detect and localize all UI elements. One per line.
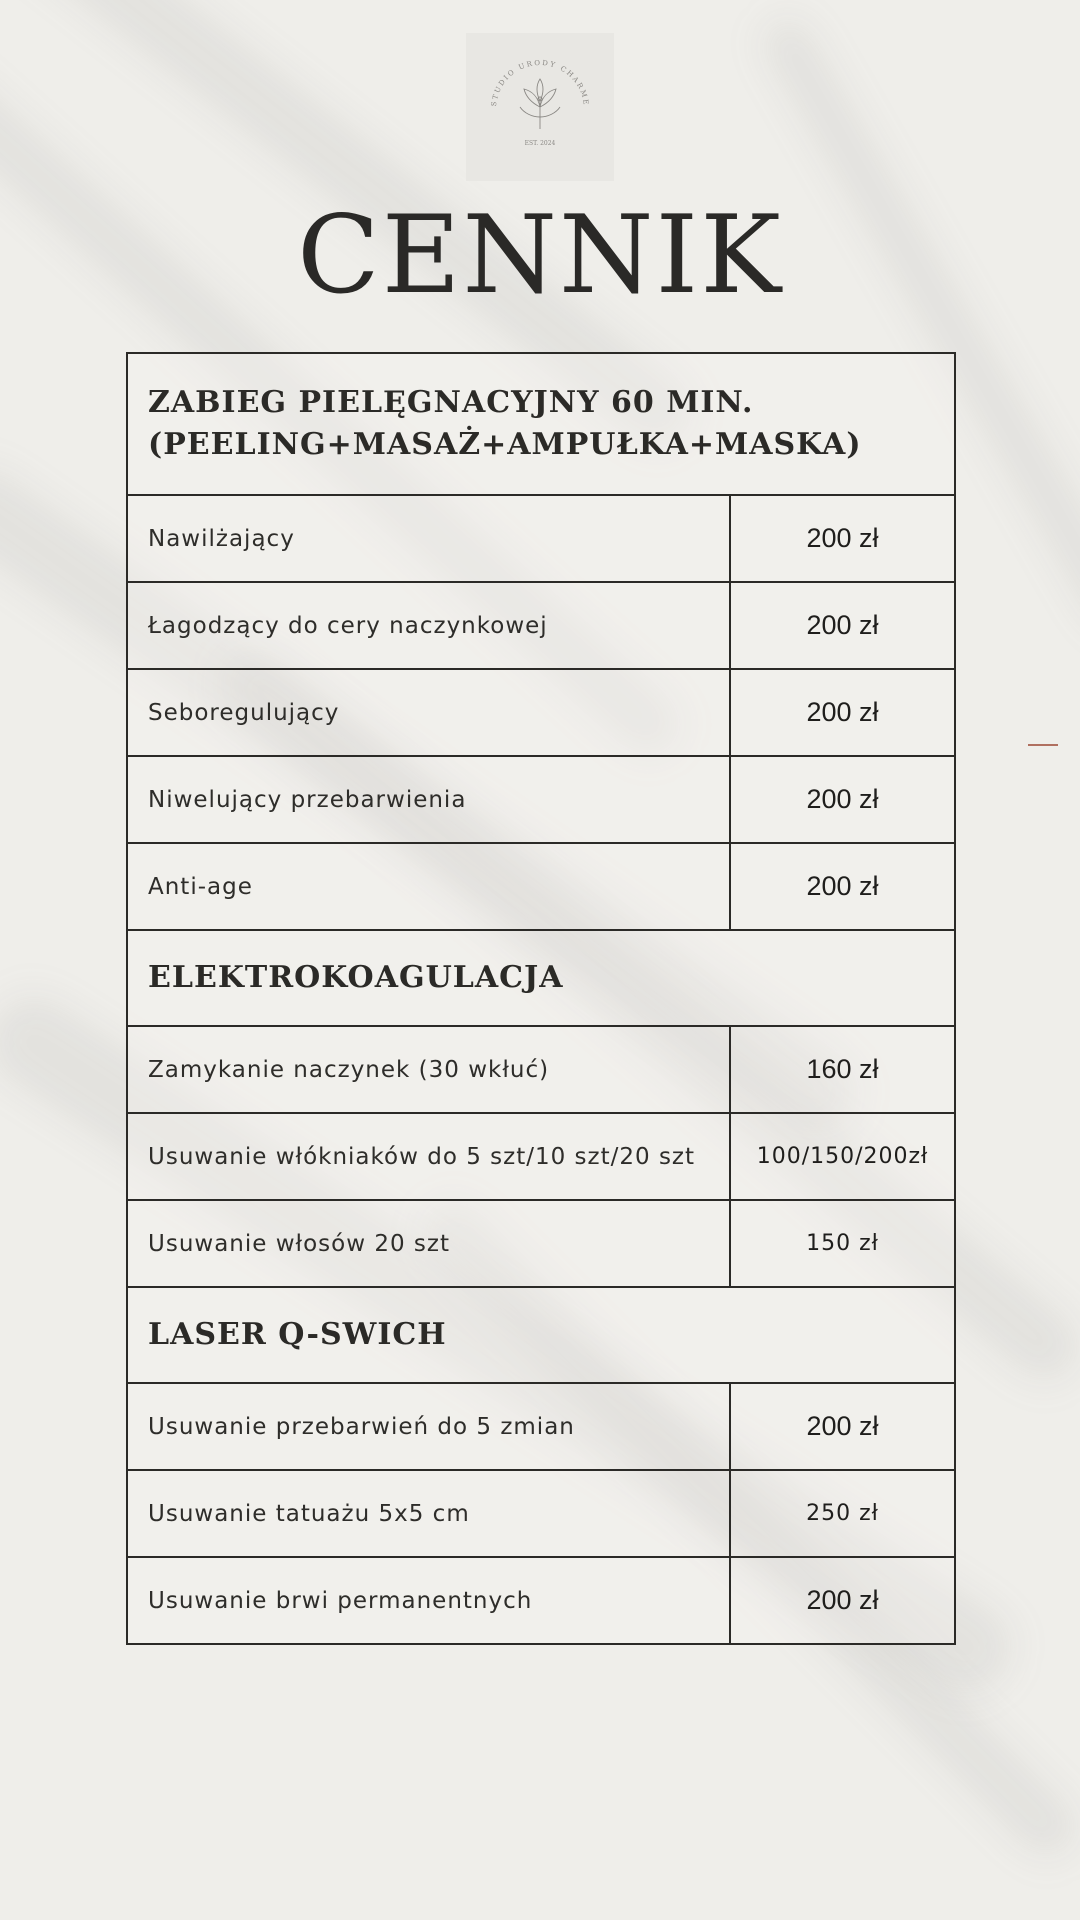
treatment-price: 200 zł [730,582,955,669]
treatment-name: Anti-age [127,843,730,930]
treatment-name: Usuwanie włókniaków do 5 szt/10 szt/20 szt [127,1113,730,1200]
section-title [127,930,955,1026]
section-header-row [127,1287,955,1383]
flower-logo-icon [466,33,614,181]
treatment-price: 200 zł [730,669,955,756]
page-title: CENNIK [297,193,783,318]
section-title [127,1287,955,1383]
section-title [127,353,955,495]
price-row [127,495,955,582]
treatment-price: 200 zł [730,1383,955,1470]
studio-logo [466,33,614,181]
decorative-dash [1028,744,1058,746]
price-row [127,1470,955,1557]
treatment-name: Łagodzący do cery naczynkowej [127,582,730,669]
price-row [127,1113,955,1200]
treatment-price: 160 zł [730,1026,955,1113]
treatment-name: Usuwanie tatuażu 5x5 cm [127,1470,730,1557]
price-row [127,1200,955,1287]
treatment-price: 200 zł [730,843,955,930]
treatment-name: Nawilżający [127,495,730,582]
treatment-name: Usuwanie włosów 20 szt [127,1200,730,1287]
section-header-row [127,930,955,1026]
section-title-line: (PEELING+MASAŻ+AMPUŁKA+MASKA) [148,427,862,462]
treatment-name: Niwelujący przebarwienia [127,756,730,843]
svg-text:STUDIO URODY CHARME [490,59,590,107]
treatment-price: 250 zł [730,1470,955,1557]
treatment-price: 200 zł [730,495,955,582]
treatment-price: 150 zł [730,1200,955,1287]
treatment-price: 200 zł [730,1557,955,1644]
logo-arc-text: STUDIO URODY CHARME [489,58,591,107]
treatment-name: Zamykanie naczynek (30 wkłuć) [127,1026,730,1113]
price-row [127,1383,955,1470]
price-row [127,1557,955,1644]
price-row [127,756,955,843]
section-title-line: ELEKTROKOAGULACJA [148,960,564,995]
treatment-name: Usuwanie brwi permanentnych [127,1557,730,1644]
section-header-row [127,353,955,495]
section-title-line: ZABIEG PIELĘGNACYJNY 60 MIN. [148,385,754,420]
treatment-name: Usuwanie przebarwień do 5 zmian [127,1383,730,1470]
treatment-price: 200 zł [730,756,955,843]
price-row [127,843,955,930]
treatment-price: 100/150/200zł [730,1113,955,1200]
price-row [127,1026,955,1113]
treatment-name: Seboregulujący [127,669,730,756]
price-list-table [126,352,956,1645]
price-row [127,669,955,756]
price-row [127,582,955,669]
logo-est-text: EST. 2024 [524,140,556,147]
section-title-line: LASER Q-SWICH [148,1317,447,1352]
